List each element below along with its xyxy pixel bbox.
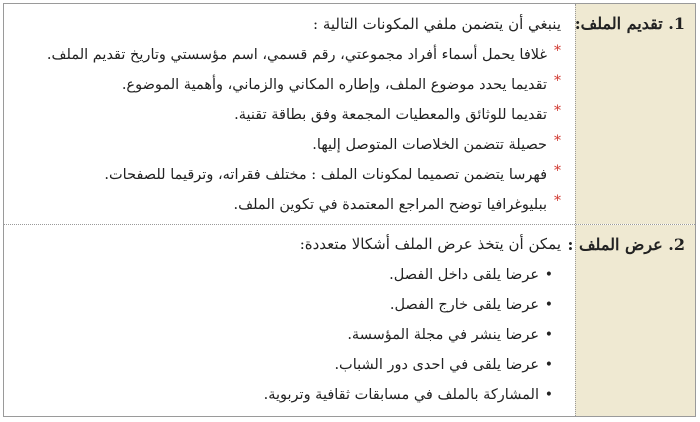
list-item-text: ببليوغرافيا توضح المراجع المعتمدة في تكوين الملف. [233, 197, 547, 213]
section-title-text: تقديم الملف: [574, 14, 663, 33]
list-item-text: فهرسا يتضمن تصميما لمكونات الملف : مختلف فقراته، وترقيما للصفحات. [104, 167, 547, 183]
list-item-text: عرضا ينشر في مجلة المؤسسة. [347, 327, 539, 343]
list-item-text: المشاركة بالملف في مسابقات ثقافية وتربوية. [263, 387, 539, 403]
section-title-text: عرض الملف : [567, 235, 663, 254]
dot-bullet-icon: • [544, 327, 553, 343]
dot-bullet-icon: • [544, 387, 553, 403]
star-bullet-icon: * [554, 193, 561, 209]
list-item-text: تقديما للوثائق والمعطيات المجمعة وفق بطاقة تقنية. [234, 107, 547, 123]
list-item [47, 42, 561, 72]
list-item [47, 162, 561, 192]
star-bullet-icon: * [554, 43, 561, 59]
list-item [264, 262, 553, 292]
section-row-display [4, 225, 695, 416]
section-header-cell [567, 225, 695, 416]
section-body-cell [4, 225, 575, 416]
star-bullet-icon: * [554, 103, 561, 119]
list-item-text: غلافا يحمل أسماء أفراد مجموعتي، رقم قسمي، اسم مؤسستي وتاريخ تقديم الملف. [46, 47, 547, 63]
dot-bullet-icon: • [544, 267, 553, 283]
list-item [47, 72, 561, 102]
list-item [264, 322, 553, 352]
list-item-text: عرضا يلقى داخل الفصل. [389, 267, 539, 283]
document-table [3, 3, 696, 417]
list-item [264, 382, 553, 412]
list-item [264, 292, 553, 322]
section-number: 1. [668, 14, 685, 33]
section-row-presentation [4, 4, 695, 225]
list-item [47, 132, 561, 162]
dot-bullet-icon: • [544, 297, 553, 313]
components-list [47, 42, 561, 222]
list-item [47, 192, 561, 222]
list-item [264, 352, 553, 382]
dot-bullet-icon: • [544, 357, 553, 373]
section-body-cell [4, 4, 575, 224]
list-item-text: حصيلة تتضمن الخلاصات المتوصل إليها. [312, 137, 547, 153]
star-bullet-icon: * [554, 133, 561, 149]
section-header-cell [575, 4, 695, 224]
list-item-text: عرضا يلقى في احدى دور الشباب. [334, 357, 539, 373]
section-number: 2. [668, 235, 685, 254]
list-item [47, 102, 561, 132]
star-bullet-icon: * [554, 73, 561, 89]
display-forms-list [264, 262, 553, 412]
section-intro: يمكن أن يتخذ عرض الملف أشكالا متعددة: [299, 235, 561, 253]
star-bullet-icon: * [554, 163, 561, 179]
section-title [575, 14, 685, 33]
section-title [568, 235, 686, 254]
section-intro: ينبغي أن يتضمن ملفي المكونات التالية : [313, 15, 561, 33]
list-item-text: عرضا يلقى خارج الفصل. [389, 297, 539, 313]
list-item-text: تقديما يحدد موضوع الملف، وإطاره المكاني والزماني، وأهمية الموضوع. [121, 77, 547, 93]
